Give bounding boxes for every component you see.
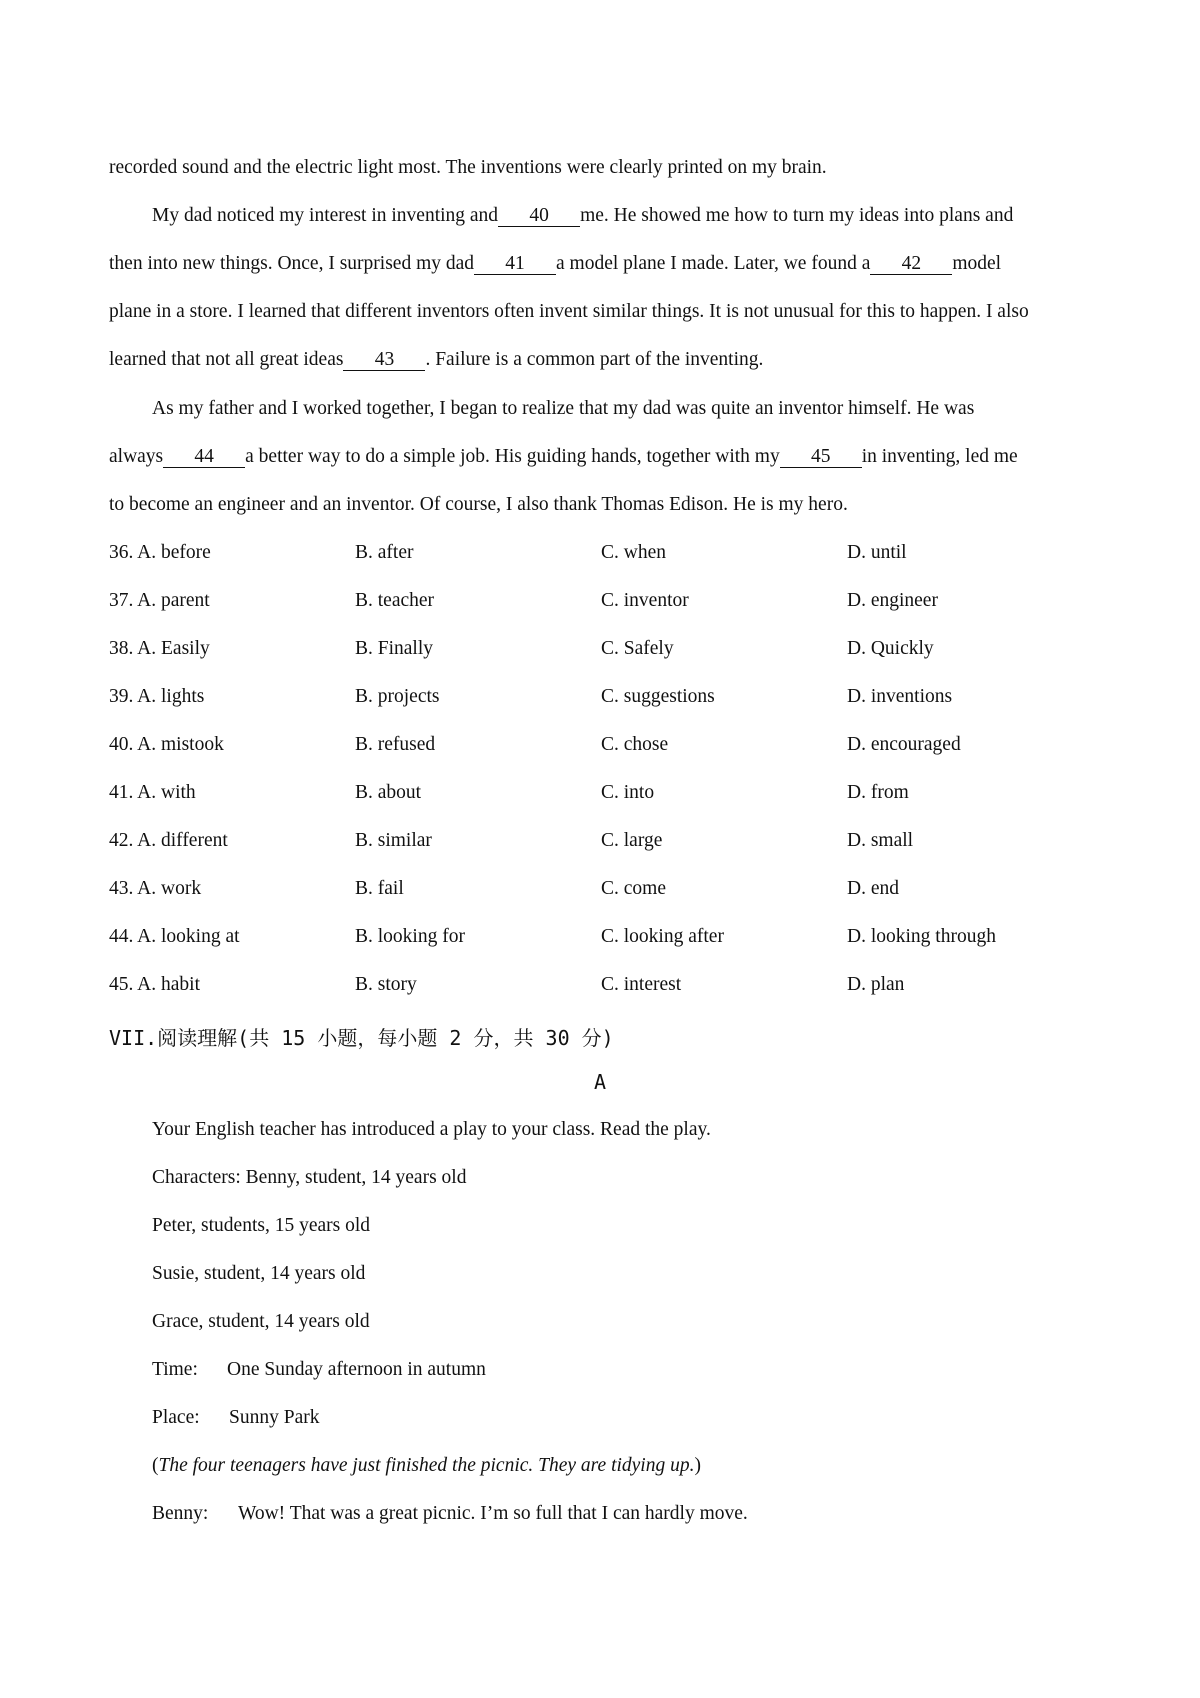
option-c[interactable]: C. come	[601, 878, 666, 899]
option-d[interactable]: D. inventions	[847, 686, 953, 707]
option-d[interactable]: D. engineer	[847, 590, 938, 611]
passage-line	[109, 253, 1001, 275]
option-a[interactable]: 40. A. mistook	[109, 734, 224, 755]
passage-line	[109, 157, 827, 179]
passage-text: a model plane I made. Later, we found a	[556, 253, 871, 274]
passage-text: in inventing, led me	[861, 446, 1018, 467]
section-title: VII.阅读理解(共 15 小题，每小题 2 分，共 30 分)	[109, 1026, 614, 1050]
question-row	[0, 734, 1200, 764]
option-a[interactable]: 42. A. different	[109, 830, 228, 851]
option-b[interactable]: B. about	[355, 782, 422, 803]
option-a[interactable]: 41. A. with	[109, 782, 196, 803]
passage-text: a better way to do a simple job. His guiding hands, together with my	[245, 446, 780, 467]
option-a[interactable]: 36. A. before	[109, 542, 211, 563]
speaker-label: Benny:	[152, 1503, 209, 1524]
time-label: Time:	[152, 1359, 198, 1380]
passage-line	[109, 494, 848, 516]
option-b[interactable]: B. after	[355, 542, 414, 563]
option-c[interactable]: C. suggestions	[601, 686, 715, 707]
character-peter: Peter, students, 15 years old	[152, 1215, 371, 1236]
option-d[interactable]: D. plan	[847, 974, 905, 995]
place-label: Place:	[152, 1407, 200, 1428]
passage-text: recorded sound and the electric light most. The inventions were clearly printed on my brain.	[109, 157, 827, 178]
passage-text: . Failure is a common part of the inventing.	[425, 349, 764, 370]
option-a[interactable]: 38. A. Easily	[109, 638, 210, 659]
character-grace: Grace, student, 14 years old	[152, 1311, 370, 1332]
question-row	[0, 782, 1200, 812]
passage-text: learned that not all great ideas	[109, 349, 344, 370]
question-row	[0, 686, 1200, 716]
blank-45[interactable]: 45	[780, 447, 862, 468]
question-row	[0, 926, 1200, 956]
stage-direction	[152, 1455, 701, 1477]
passage-line	[152, 398, 974, 420]
blank-40[interactable]: 40	[498, 206, 580, 227]
passage-text: then into new things. Once, I surprised my dad	[109, 253, 475, 274]
question-row	[0, 974, 1200, 1004]
blank-43[interactable]: 43	[343, 350, 425, 371]
dialogue-text: Wow! That was a great picnic. I’m so full that I can hardly move.	[238, 1503, 748, 1524]
passage-text: always	[109, 446, 164, 467]
option-c[interactable]: C. interest	[601, 974, 682, 995]
character-susie: Susie, student, 14 years old	[152, 1263, 366, 1284]
option-a[interactable]: 39. A. lights	[109, 686, 205, 707]
option-b[interactable]: B. story	[355, 974, 417, 995]
option-d[interactable]: D. encouraged	[847, 734, 961, 755]
option-b[interactable]: B. fail	[355, 878, 404, 899]
option-d[interactable]: D. from	[847, 782, 909, 803]
place-value: Sunny Park	[229, 1407, 320, 1428]
option-c[interactable]: C. when	[601, 542, 666, 563]
option-a[interactable]: 43. A. work	[109, 878, 202, 899]
question-row	[0, 542, 1200, 572]
play-time	[152, 1359, 486, 1381]
option-c[interactable]: C. looking after	[601, 926, 724, 947]
passage-text: My dad noticed my interest in inventing and	[152, 205, 499, 226]
passage-text: to become an engineer and an inventor. Of course, I also thank Thomas Edison. He is my hero.	[109, 494, 848, 515]
option-c[interactable]: C. Safely	[601, 638, 674, 659]
option-c[interactable]: C. chose	[601, 734, 669, 755]
option-c[interactable]: C. into	[601, 782, 655, 803]
part-label: A	[593, 1070, 607, 1094]
passage-text: me. He showed me how to turn my ideas into plans and	[580, 205, 1014, 226]
option-b[interactable]: B. similar	[355, 830, 432, 851]
question-row	[0, 638, 1200, 668]
option-b[interactable]: B. looking for	[355, 926, 465, 947]
option-b[interactable]: B. refused	[355, 734, 436, 755]
option-a[interactable]: 45. A. habit	[109, 974, 200, 995]
option-a[interactable]: 44. A. looking at	[109, 926, 240, 947]
play-intro: Your English teacher has introduced a play to your class. Read the play.	[152, 1119, 711, 1140]
option-c[interactable]: C. large	[601, 830, 663, 851]
passage-text: model	[952, 253, 1002, 274]
question-row	[0, 590, 1200, 620]
question-row	[0, 830, 1200, 860]
play-characters: Characters: Benny, student, 14 years old	[152, 1167, 467, 1188]
paren-close: )	[694, 1455, 701, 1476]
option-b[interactable]: B. projects	[355, 686, 440, 707]
option-b[interactable]: B. Finally	[355, 638, 434, 659]
play-place	[152, 1407, 319, 1429]
passage-line	[109, 349, 763, 371]
dialogue-line	[152, 1503, 748, 1525]
blank-42[interactable]: 42	[870, 254, 952, 275]
blank-41[interactable]: 41	[474, 254, 556, 275]
option-b[interactable]: B. teacher	[355, 590, 435, 611]
option-d[interactable]: D. Quickly	[847, 638, 934, 659]
option-c[interactable]: C. inventor	[601, 590, 689, 611]
question-row	[0, 878, 1200, 908]
passage-line	[152, 205, 1013, 227]
time-value: One Sunday afternoon in autumn	[227, 1359, 486, 1380]
paren-open: (	[152, 1455, 159, 1476]
passage-line	[109, 301, 1029, 323]
blank-44[interactable]: 44	[163, 447, 245, 468]
passage-text: plane in a store. I learned that different inventors often invent similar things. It is not unusual for this to happen. I also	[109, 301, 1029, 322]
option-d[interactable]: D. end	[847, 878, 899, 899]
passage-text: As my father and I worked together, I began to realize that my dad was quite an inventor himself. He was	[152, 398, 975, 419]
option-d[interactable]: D. small	[847, 830, 914, 851]
option-a[interactable]: 37. A. parent	[109, 590, 210, 611]
option-d[interactable]: D. looking through	[847, 926, 996, 947]
passage-line	[109, 446, 1018, 468]
option-d[interactable]: D. until	[847, 542, 907, 563]
stage-direction-text: The four teenagers have just finished the picnic. They are tidying up.	[158, 1455, 695, 1476]
